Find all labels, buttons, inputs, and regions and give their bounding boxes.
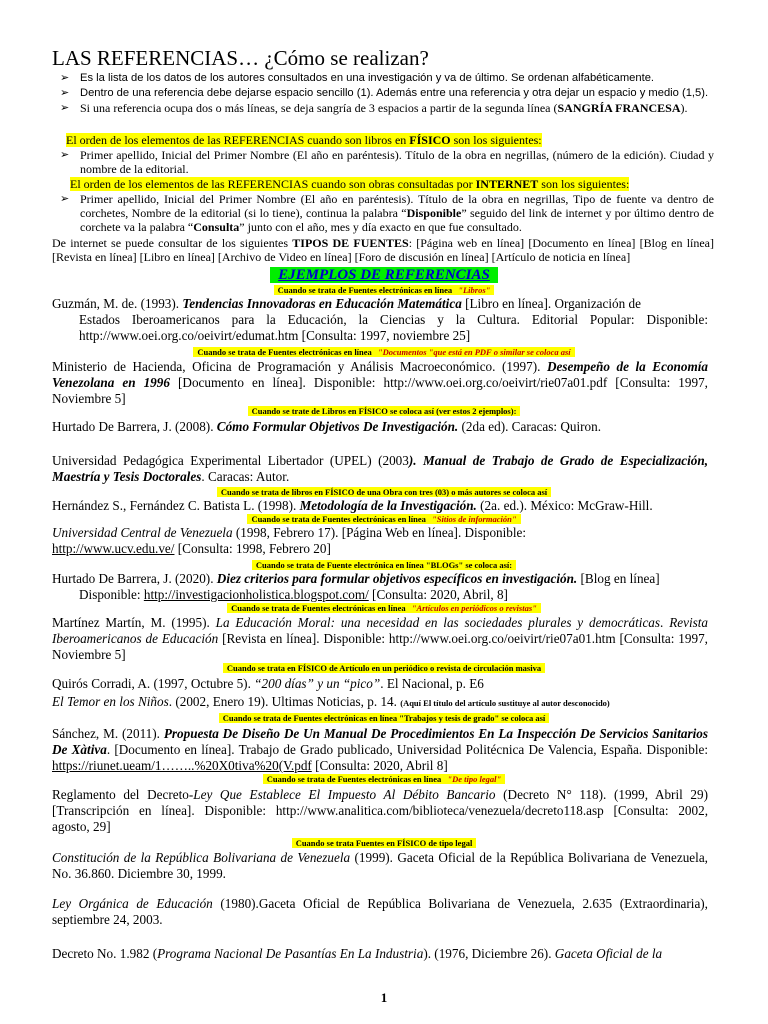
reference-ley-organica: Ley Orgánica de Educación (1980).Gaceta Oficial de República Bolivariana de Venezuela, 2.635 (Extraordinaria), septiembre 24, 2003. xyxy=(52,896,708,927)
reference-hurtado-2008: Hurtado De Barrera, J. (2008). Cómo Formular Objetivos De Investigación. (2da ed). Caracas: Quiron. xyxy=(52,419,602,434)
reference-el-temor: El Temor en los Niños. (2002, Enero 19). Ultimas Noticias, p. 14. (Aquí El título del artículo sustituye al autor desconocido) xyxy=(52,694,610,709)
ejemplos-heading: EJEMPLOS DE REFERENCIAS xyxy=(0,266,768,284)
label-documentos-en-linea: Cuando se trata de Fuentes electrónicas en línea "Documentos "que está en PDF o similar se coloca así xyxy=(0,347,768,358)
arrow-bullet-icon: ➢ xyxy=(60,193,70,205)
label-articulos-revistas: Cuando se trata de Fuentes electrónicas en línea "Artículos en periódicos o revistas" xyxy=(0,603,768,614)
intro-bullet-3: ➢ Si una referencia ocupa dos o más líneas, se deja sangría de 3 espacios a partir de la segunda línea (SANGRÍA FRANCESA). xyxy=(60,101,688,115)
internet-bullet: ➢ Primer apellido, Inicial del Primer Nombre (El año en paréntesis). Título de la obra en negrillas, Tipo de fuente va dentro de corchetes, Nombre de la editorial (si lo tiene), continua la palabra “Disponible” seguido del link de internet y por último dentro de corchete va la palabra “Consulta” junto con el año, mes y día exacto en que fue consultado. xyxy=(60,192,714,234)
intro-bullet-1: ➢ Es la lista de los datos de los autores consultados en una investigación y va de último. Se ordenan alfabéticamente. xyxy=(60,72,655,84)
page-number: 1 xyxy=(380,990,388,1005)
label-trabajos-tesis: Cuando se trata de Fuentes electrónicas en línea "Trabajos y tesis de grado" se coloca así xyxy=(0,713,768,724)
reference-ministerio: Ministerio de Hacienda, Oficina de Programación y Análisis Macroeconómico. (1997). Desempeño de la Economía Venezolana en 1996 [Documento en línea]. Disponible: http://www.oei.org.co/oeivirt/rie07a01.pdf [Consulta: 1997, Noviembre 5] xyxy=(52,359,708,406)
label-blogs: Cuando se trata de Fuente electrónica en línea "BLOGs" se coloca así: xyxy=(0,560,768,571)
reference-sanchez: Sánchez, M. (2011). Propuesta De Diseño De Un Manual De Procedimientos En La Inspección De Servicios Sanitarios De Xàtiva. [Documento en línea]. Trabajo de Grado publicado, Universidad Politécnica De Valencia, España. Disponible: https://riunet.ueam/1……..%20X0tiva%20(V.pdf [Consulta: 2020, Abril 8] xyxy=(52,726,709,773)
arrow-bullet-icon: ➢ xyxy=(60,149,70,161)
fisico-heading: El orden de los elementos de las REFERENCIAS cuando son libros en FÍSICO son los siguientes: xyxy=(66,133,542,147)
internet-heading: El orden de los elementos de las REFERENCIAS cuando son obras consultadas por INTERNET son los siguientes: xyxy=(70,177,630,191)
reference-decreto: Decreto No. 1.982 (Programa Nacional De Pasantías En La Industria). (1976, Diciembre 26). Gaceta Oficial de la xyxy=(52,946,663,961)
ucv-link[interactable]: http://www.ucv.edu.ve/ xyxy=(52,541,175,556)
label-libros-tres-autores: Cuando se trata de libros en FÍSICO de una Obra con tres (03) o más autores se coloca así xyxy=(0,487,768,498)
fisico-bullet: ➢ Primer apellido, Inicial del Primer Nombre (El año en paréntesis). Título de la obra en negrillas, (número de la edición). Ciudad y nombre de la editorial. xyxy=(60,148,714,176)
reference-reglamento: Reglamento del Decreto-Ley Que Establece El Impuesto Al Débito Bancario (Decreto N° 118). (1999, Abril 29) [Transcripción en línea]. Disponible: http://www.analitica.com/biblioteca/venezuela/decreto118.asp [Consulta: 2002, agosto, 29] xyxy=(52,787,708,834)
label-libros-en-linea: Cuando se trata de Fuentes electrónicas en línea "Libros" xyxy=(0,285,768,296)
label-tipo-legal: Cuando se trata de Fuentes electrónicas en línea "De tipo legal" xyxy=(0,774,768,785)
label-legal-fisico: Cuando se trata Fuentes en FÍSICO de tipo legal xyxy=(0,838,768,849)
label-sitios-de-informacion: Cuando se trata de Fuentes electrónicas en línea "Sitios de información" xyxy=(0,514,768,525)
arrow-bullet-icon: ➢ xyxy=(60,87,70,99)
reference-quiros: Quirós Corradi, A. (1997, Octubre 5). “200 días” y un “pico”. El Nacional, p. E6 xyxy=(52,676,484,691)
intro-bullet-2: ➢ Dentro de una referencia debe dejarse espacio sencillo (1). Además entre una referencia y otra dejar un espacio y medio (1,5). xyxy=(60,87,709,99)
reference-hernandez: Hernández S., Fernández C. Batista L. (1998). Metodología de la Investigación. (2a. ed.). México: McGraw-Hill. xyxy=(52,498,653,513)
blog-link[interactable]: http://investigacionholistica.blogspot.com/ xyxy=(143,587,369,602)
reference-martinez: Martínez Martín, M. (1995). La Educación Moral: una necesidad en las sociedades plurales y democráticas. Revista Iberoamericanos de Educación [Revista en línea]. Disponible: http://www.oei.org.co/oeivirt/rie07a01.htm [Consulta: 1997, Noviembre 5] xyxy=(52,615,709,662)
label-libros-fisico: Cuando se trate de Libros en FÍSICO se coloca así (ver estos 2 ejemplos): xyxy=(0,406,768,417)
arrow-bullet-icon: ➢ xyxy=(60,102,70,114)
reference-guzman: Guzmán, M. de. (1993). Tendencias Innovadoras en Educación Matemática [Libro en línea]. Organización de Estados Iberoamericanos para la Educación, la Ciencias y la Cultura. Editorial Popular: Disponible: http://www.oei.org.co/oeivirt/edumat.htm [Consulta: 1997, noviembre 25] xyxy=(52,296,708,343)
label-articulo-periodico: Cuando se trata en FÍSICO de Artículo en un periódico o revista de circulación masiva xyxy=(0,663,768,674)
page-title: LAS REFERENCIAS… ¿Cómo se realizan? xyxy=(52,46,429,70)
reference-constitucion: Constitución de la República Bolivariana de Venezuela (1999). Gaceta Oficial de la República Bolivariana de Venezuela, No. 36.860. Diciembre 30, 1999. xyxy=(52,850,708,881)
tipos-de-fuentes: De internet se puede consultar de los siguientes TIPOS DE FUENTES: [Página web en línea] [Documento en línea] [Blog en línea] [Revista en línea] [Libro en línea] [Archivo de Video en línea] [Foro de discusión en línea] [Artículo de noticia en línea] xyxy=(52,236,715,264)
arrow-bullet-icon: ➢ xyxy=(60,72,70,84)
tesis-link[interactable]: https://riunet.ueam/1……..%20X0tiva%20(V.pdf xyxy=(52,758,312,773)
reference-hurtado-2020: Hurtado De Barrera, J. (2020). Diez criterios para formular objetivos específicos en investigación. [Blog en línea] Disponible: http://investigacionholistica.blogspot.com/ [Consulta: 2020, Abril, 8] xyxy=(52,571,660,602)
reference-ucv: Universidad Central de Venezuela (1998, Febrero 17). [Página Web en línea]. Disponible: http://www.ucv.edu.ve/ [Consulta: 1998, Febrero 20] xyxy=(52,525,527,556)
reference-upel: Universidad Pedagógica Experimental Libertador (UPEL) (2003). Manual de Trabajo de Grado de Especialización, Maestría y Tesis Doctorales. Caracas: Autor. xyxy=(52,453,708,484)
